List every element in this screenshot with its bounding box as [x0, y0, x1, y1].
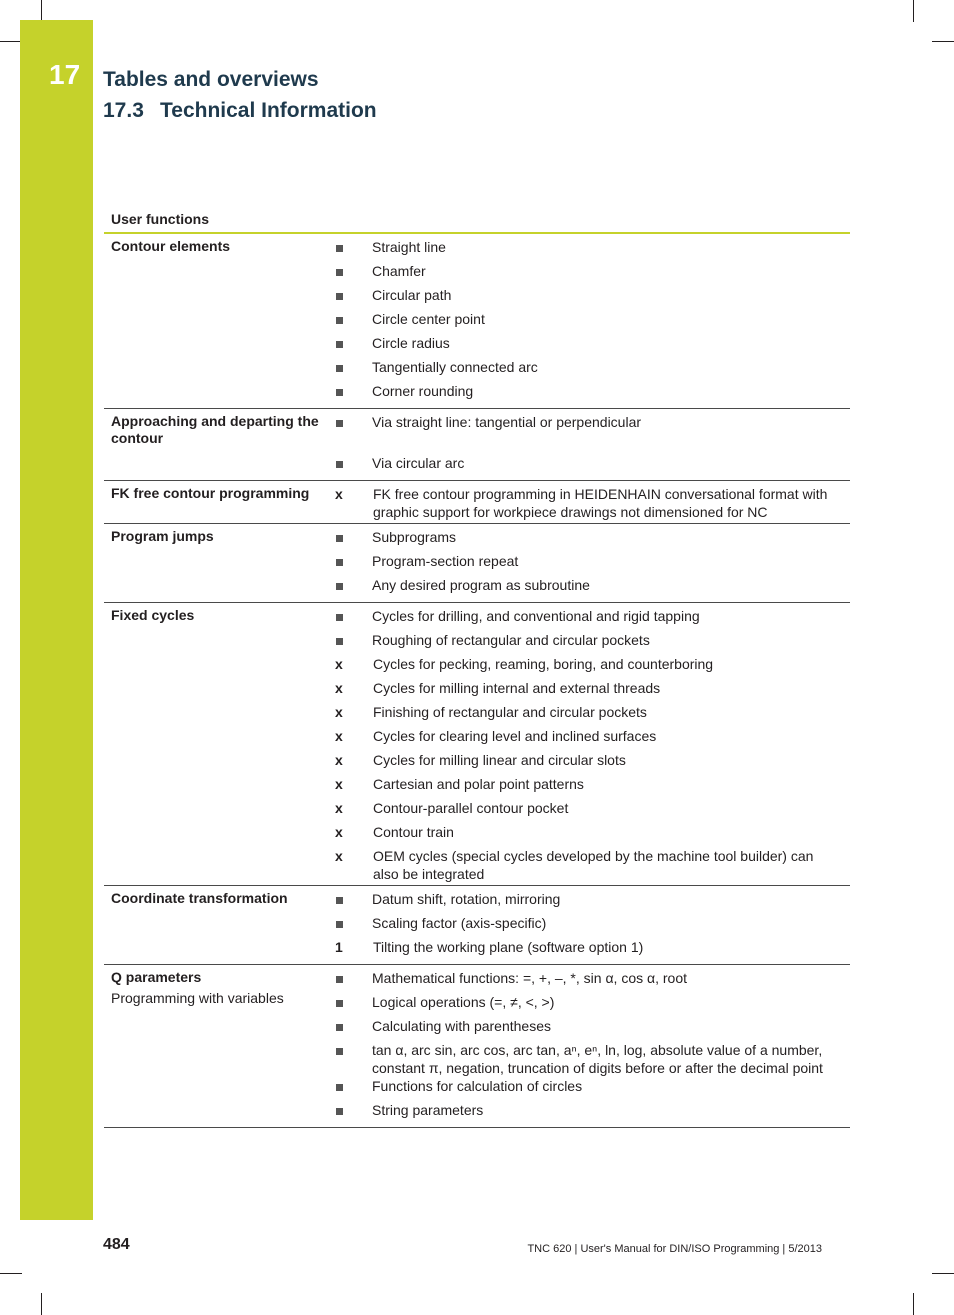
item-text: Chamfer [372, 263, 426, 279]
row-items [334, 238, 850, 406]
list-item [334, 334, 850, 358]
row-label: Approaching and departing the contour [111, 413, 319, 446]
table-row [104, 481, 850, 524]
list-item [334, 552, 850, 576]
item-text: Roughing of rectangular and circular pockets [372, 632, 650, 648]
availability-marker: x [335, 752, 343, 768]
item-text: Program-section repeat [372, 553, 519, 569]
crop-mark [913, 0, 914, 22]
list-item [334, 382, 850, 406]
item-text: Cycles for pecking, reaming, boring, and counterboring [373, 656, 714, 672]
page-number: 484 [103, 1236, 130, 1253]
item-text: Subprograms [372, 529, 457, 545]
list-item [334, 703, 850, 727]
list-item [334, 1077, 850, 1101]
list-item [334, 485, 850, 521]
availability-marker: x [335, 728, 343, 744]
item-text: Cycles for milling linear and circular slots [373, 752, 626, 768]
crop-mark [41, 0, 42, 22]
square-bullet-icon [334, 1041, 372, 1077]
item-text: Any desired program as subroutine [372, 577, 590, 593]
item-text: Calculating with parentheses [372, 1018, 551, 1034]
availability-marker: x [335, 656, 343, 672]
item-text: Contour-parallel contour pocket [373, 800, 569, 816]
item-text: String parameters [372, 1102, 484, 1118]
square-bullet-icon [334, 1101, 372, 1125]
availability-marker: 1 [335, 939, 343, 955]
square-bullet-icon [334, 969, 372, 993]
availability-marker: x [335, 824, 343, 840]
item-text: Mathematical functions: =, +, –, *, sin α, cos α, root [372, 970, 687, 986]
item-text: Finishing of rectangular and circular pockets [373, 704, 647, 720]
item-text: Circle center point [372, 311, 485, 327]
item-text: Logical operations (=, ≠, <, >) [372, 994, 555, 1010]
section-name: Technical Information [160, 99, 377, 122]
square-bullet-icon [334, 993, 372, 1017]
table-row [104, 524, 850, 603]
list-item [334, 679, 850, 703]
square-bullet-icon [334, 528, 372, 552]
crop-mark [913, 1293, 914, 1315]
row-label-cell [104, 413, 334, 478]
table-body [104, 234, 850, 1128]
list-item [334, 823, 850, 847]
table-row [104, 409, 850, 481]
list-item [334, 890, 850, 914]
row-label: Contour elements [111, 238, 231, 254]
item-text: Straight line [372, 239, 446, 255]
list-item [334, 993, 850, 1017]
list-item [334, 1017, 850, 1041]
list-item [334, 751, 850, 775]
availability-marker: x [335, 800, 343, 816]
list-item [334, 1101, 850, 1125]
row-items [334, 890, 850, 962]
crop-mark [932, 41, 954, 42]
square-bullet-icon [334, 413, 372, 454]
item-text: Datum shift, rotation, mirroring [372, 891, 561, 907]
list-item [334, 727, 850, 751]
item-text: Cycles for drilling, and conventional and rigid tapping [372, 608, 700, 624]
square-bullet-icon [334, 382, 372, 406]
square-bullet-icon [334, 334, 372, 358]
square-bullet-icon [334, 358, 372, 382]
item-text: Corner rounding [372, 383, 474, 399]
row-items [334, 607, 850, 883]
item-text: Cycles for clearing level and inclined surfaces [373, 728, 657, 744]
table-row [104, 603, 850, 886]
row-items [334, 969, 850, 1125]
item-text: Via circular arc [372, 455, 465, 471]
item-text: Tangentially connected arc [372, 359, 538, 375]
list-item [334, 528, 850, 552]
row-items [334, 485, 850, 521]
crop-mark [41, 1293, 42, 1315]
availability-marker: x [335, 486, 343, 502]
row-label: FK free contour programming [111, 485, 310, 501]
chapter-number: 17 [49, 59, 81, 90]
crop-mark [932, 1273, 954, 1274]
square-bullet-icon [334, 262, 372, 286]
item-text: Tilting the working plane (software option 1) [373, 939, 644, 955]
square-bullet-icon [334, 1077, 372, 1101]
square-bullet-icon [334, 1017, 372, 1041]
availability-marker: x [335, 848, 343, 864]
row-label: Fixed cycles [111, 607, 195, 623]
list-item [334, 358, 850, 382]
square-bullet-icon [334, 607, 372, 631]
list-item [334, 607, 850, 631]
item-text: Circular path [372, 287, 452, 303]
row-items [334, 413, 850, 478]
list-item [334, 938, 850, 962]
item-text: Contour train [373, 824, 454, 840]
footer-text: TNC 620 | User's Manual for DIN/ISO Programming | 5/2013 [527, 1243, 822, 1255]
square-bullet-icon [334, 286, 372, 310]
item-text: OEM cycles (special cycles developed by the machine tool builder) can also be integrated [373, 848, 814, 882]
item-text: Scaling factor (axis-specific) [372, 915, 547, 931]
table-row [104, 234, 850, 409]
section-number: 17.3 [103, 99, 144, 122]
square-bullet-icon [334, 631, 372, 655]
list-item [334, 262, 850, 286]
availability-marker: x [335, 776, 343, 792]
list-item [334, 454, 850, 478]
row-label-cell [104, 969, 334, 1125]
row-items [334, 528, 850, 600]
item-text: Cartesian and polar point patterns [373, 776, 584, 792]
item-text: FK free contour programming in HEIDENHAIN conversational format with graphic support for workpiece drawings not dimensioned for NC [373, 486, 828, 520]
list-item [334, 969, 850, 993]
row-label-cell [104, 528, 334, 600]
list-item [334, 286, 850, 310]
section-title [103, 98, 377, 124]
item-text: Via straight line: tangential or perpendicular [372, 414, 642, 430]
list-item [334, 413, 850, 454]
list-item [334, 847, 850, 883]
list-item [334, 576, 850, 600]
chapter-sidebar [20, 20, 93, 1220]
availability-marker: x [335, 704, 343, 720]
row-label: Program jumps [111, 528, 214, 544]
square-bullet-icon [334, 552, 372, 576]
user-functions-table [104, 210, 850, 1128]
item-text: Cycles for milling internal and external threads [373, 680, 661, 696]
crop-mark [0, 41, 22, 42]
crop-mark [0, 1273, 22, 1274]
row-label-cell [104, 607, 334, 883]
chapter-title: Tables and overviews [103, 68, 319, 91]
list-item [334, 1041, 850, 1077]
row-label-cell [104, 890, 334, 962]
list-item [334, 799, 850, 823]
item-text: tan α, arc sin, arc cos, arc tan, aⁿ, eⁿ, ln, log, absolute value of a number, constant π, negation, truncation of digits before or after the decimal point [372, 1042, 823, 1076]
availability-marker: x [335, 680, 343, 696]
item-text: Circle radius [372, 335, 450, 351]
row-sublabel: Programming with variables [111, 990, 284, 1006]
table-header: User functions [104, 210, 850, 234]
list-item [334, 914, 850, 938]
row-label: Coordinate transformation [111, 890, 288, 906]
item-text: Functions for calculation of circles [372, 1078, 583, 1094]
row-label-cell [104, 485, 334, 521]
row-label-cell [104, 238, 334, 406]
square-bullet-icon [334, 890, 372, 914]
list-item [334, 655, 850, 679]
list-item [334, 775, 850, 799]
square-bullet-icon [334, 576, 372, 600]
list-item [334, 310, 850, 334]
square-bullet-icon [334, 238, 372, 262]
square-bullet-icon [334, 310, 372, 334]
list-item [334, 631, 850, 655]
square-bullet-icon [334, 914, 372, 938]
square-bullet-icon [334, 454, 372, 478]
list-item [334, 238, 850, 262]
row-label: Q parameters [111, 969, 202, 985]
table-row [104, 965, 850, 1128]
table-row [104, 886, 850, 965]
